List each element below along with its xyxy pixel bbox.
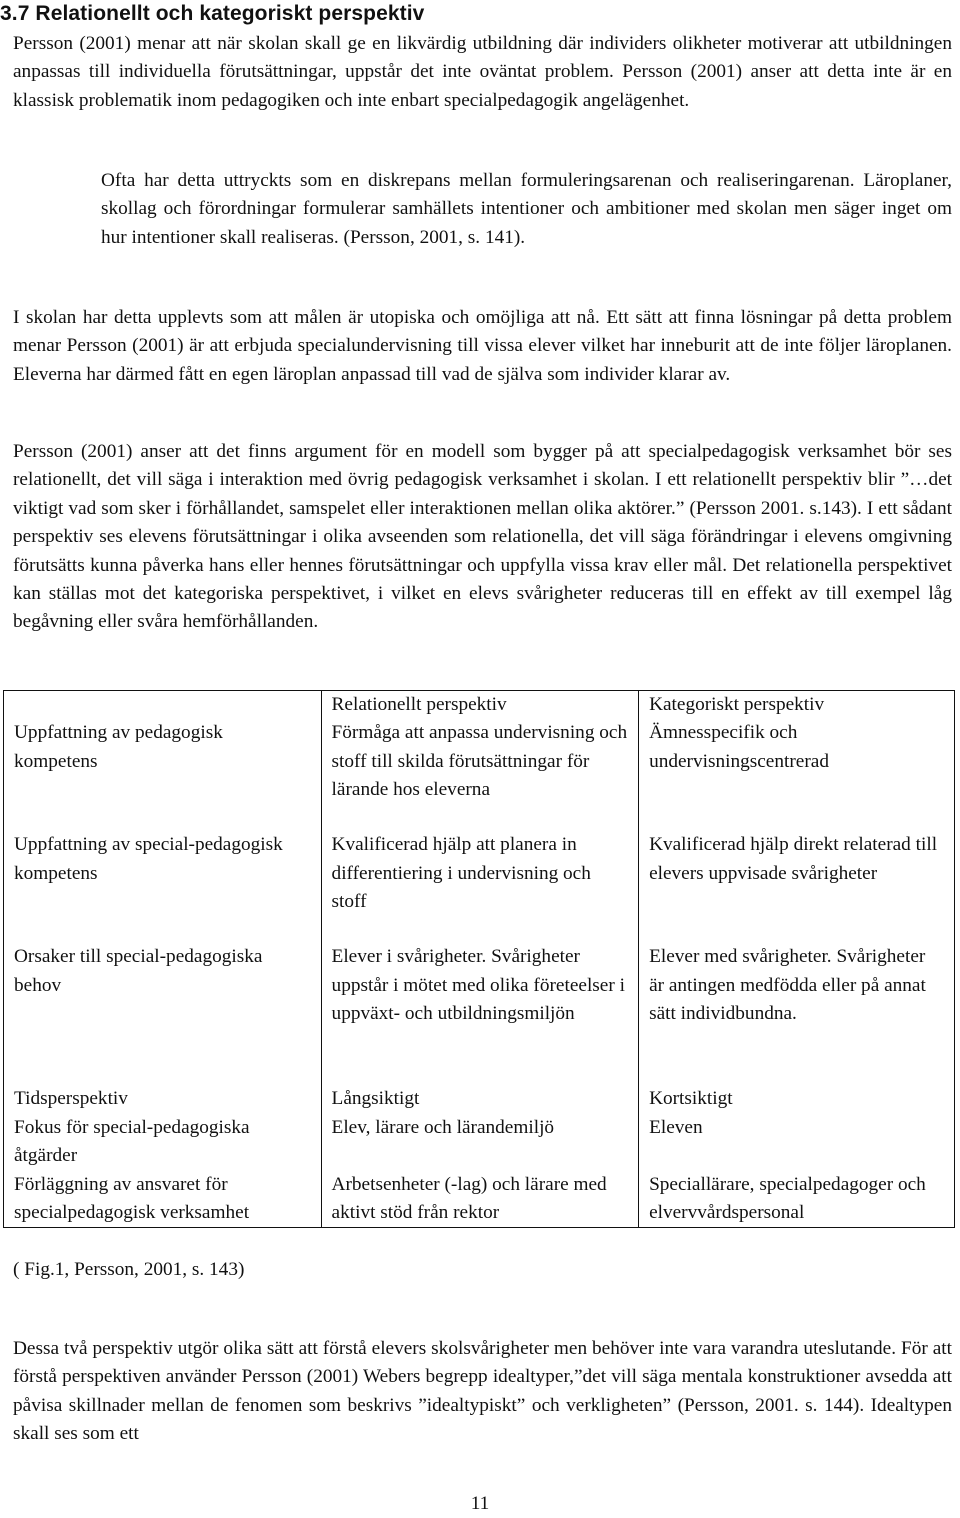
paragraph-relational-perspective: Persson (2001) anser att det finns argument för en modell som bygger på att specialpedagogisk verksamhet bör ses relationellt, det vill säga i interaktion med övrig pedagogisk verksamhet i skolan. I ett relationellt perspektiv blir ”…det viktigt vad som sker i förhållandet, samspelet eller interaktionen mellan olika aktörer.” (Persson 2001. s.143). I ett sådant perspektiv ses elevens förutsättningar i olika avseenden som relationella, det vill säga förändringar i elevens omgivning förutsätts kunna påverka hans eller hennes förutsättningar och uppfylla vissa krav eller mål. Det relationella perspektivet kan ställas mot det kategoriska perspektivet, i vilket en elevs svårigheter reduceras till en effekt av till exempel låg begåvning eller svåra hemförhållanden.	[13, 441, 952, 633]
page-number: 11	[470, 1493, 490, 1514]
table-row	[4, 831, 955, 943]
table-cell: Fokus för special-pedagogiska åtgärder	[4, 1114, 322, 1171]
table-cell: Kvalificerad hjälp att planera in differentiering i undervisning och stoff	[321, 831, 639, 943]
table-header-cell: Kategoriskt perspektiv	[639, 691, 955, 720]
table-header-row	[4, 691, 955, 720]
table-cell: Eleven	[639, 1114, 955, 1171]
section-heading: 3.7 Relationellt och kategoriskt perspektiv	[0, 2, 425, 25]
table-row	[4, 1171, 955, 1228]
table-row	[4, 943, 955, 1085]
table-cell: Elev, lärare och lärandemiljö	[321, 1114, 639, 1171]
table-cell: Långsiktigt	[321, 1085, 639, 1113]
table-row	[4, 1114, 955, 1171]
table-cell: Ämnesspecifik och undervisningscentrerad	[639, 719, 955, 831]
table-header-cell: Relationellt perspektiv	[321, 691, 639, 720]
table-row	[4, 719, 955, 831]
paragraph-intro: Persson (2001) menar att när skolan skall ge en likvärdig utbildning där individers olikheter motiverar att utbildningen anpassas till individuella förutsättningar, uppstår det inte oväntat problem. Persson (2001) anser att detta inte är en klassisk problematik inom pedagogiken och inte enbart specialpedagogik angelägenhet.	[13, 33, 952, 111]
table-header-cell	[4, 691, 322, 720]
paragraph-school-goals: I skolan har detta upplevts som att målen är utopiska och omöjliga att nå. Ett sätt att finna lösningar på detta problem menar Persson (2001) är att erbjuda specialundervisning till vissa elever vilket har inneburit att de inte följer läroplanen. Eleverna har därmed fått en egen läroplan anpassad till vad de själva som individer klarar av.	[13, 307, 952, 385]
table-cell: Orsaker till special-pedagogiska behov	[4, 943, 322, 1085]
table-cell: Kortsiktigt	[639, 1085, 955, 1113]
table-cell: Kvalificerad hjälp direkt relaterad till elevers uppvisade svårigheter	[639, 831, 955, 943]
table-row	[4, 1085, 955, 1113]
table-cell: Speciallärare, specialpedagoger och elvervvårdspersonal	[639, 1171, 955, 1228]
table-cell: Uppfattning av special-pedagogisk kompetens	[4, 831, 322, 943]
table-cell: Tidsperspektiv	[4, 1085, 322, 1113]
block-quote: Ofta har detta uttryckts som en diskrepans mellan formuleringsarenan och realiseringarenan. Läroplaner, skollag och förordningar formulerar samhällets intentioner och ambitioner med skolan men säger inget om hur intentioner skall realiseras. (Persson, 2001, s. 141).	[101, 170, 952, 248]
perspectives-table	[3, 690, 955, 1228]
table-cell: Elever i svårigheter. Svårigheter uppstår i mötet med olika företeelser i uppväxt- och utbildningsmiljön	[321, 943, 639, 1085]
table-cell: Elever med svårigheter. Svårigheter är antingen medfödda eller på annat sätt individbundna.	[639, 943, 955, 1085]
table-cell: Förmåga att anpassa undervisning och stoff till skilda förutsättningar för lärande hos eleverna	[321, 719, 639, 831]
table-cell: Förläggning av ansvaret för specialpedagogisk verksamhet	[4, 1171, 322, 1228]
figure-caption: ( Fig.1, Persson, 2001, s. 143)	[13, 1259, 245, 1280]
table-cell: Arbetsenheter (-lag) och lärare med aktivt stöd från rektor	[321, 1171, 639, 1228]
paragraph-ideal-types: Dessa två perspektiv utgör olika sätt att förstå elevers skolsvårigheter men behöver inte vara varandra uteslutande. För att förstå perspektiven använder Persson (2001) Webers begrepp idealtyper,”det vill säga mentala konstruktioner avsedda att påvisa skillnader mellan de fenomen som beskrivs ”idealtypiskt” och verkligheten” (Persson, 2001. s. 144). Idealtypen skall ses som ett	[13, 1338, 952, 1445]
table-cell: Uppfattning av pedagogisk kompetens	[4, 719, 322, 831]
